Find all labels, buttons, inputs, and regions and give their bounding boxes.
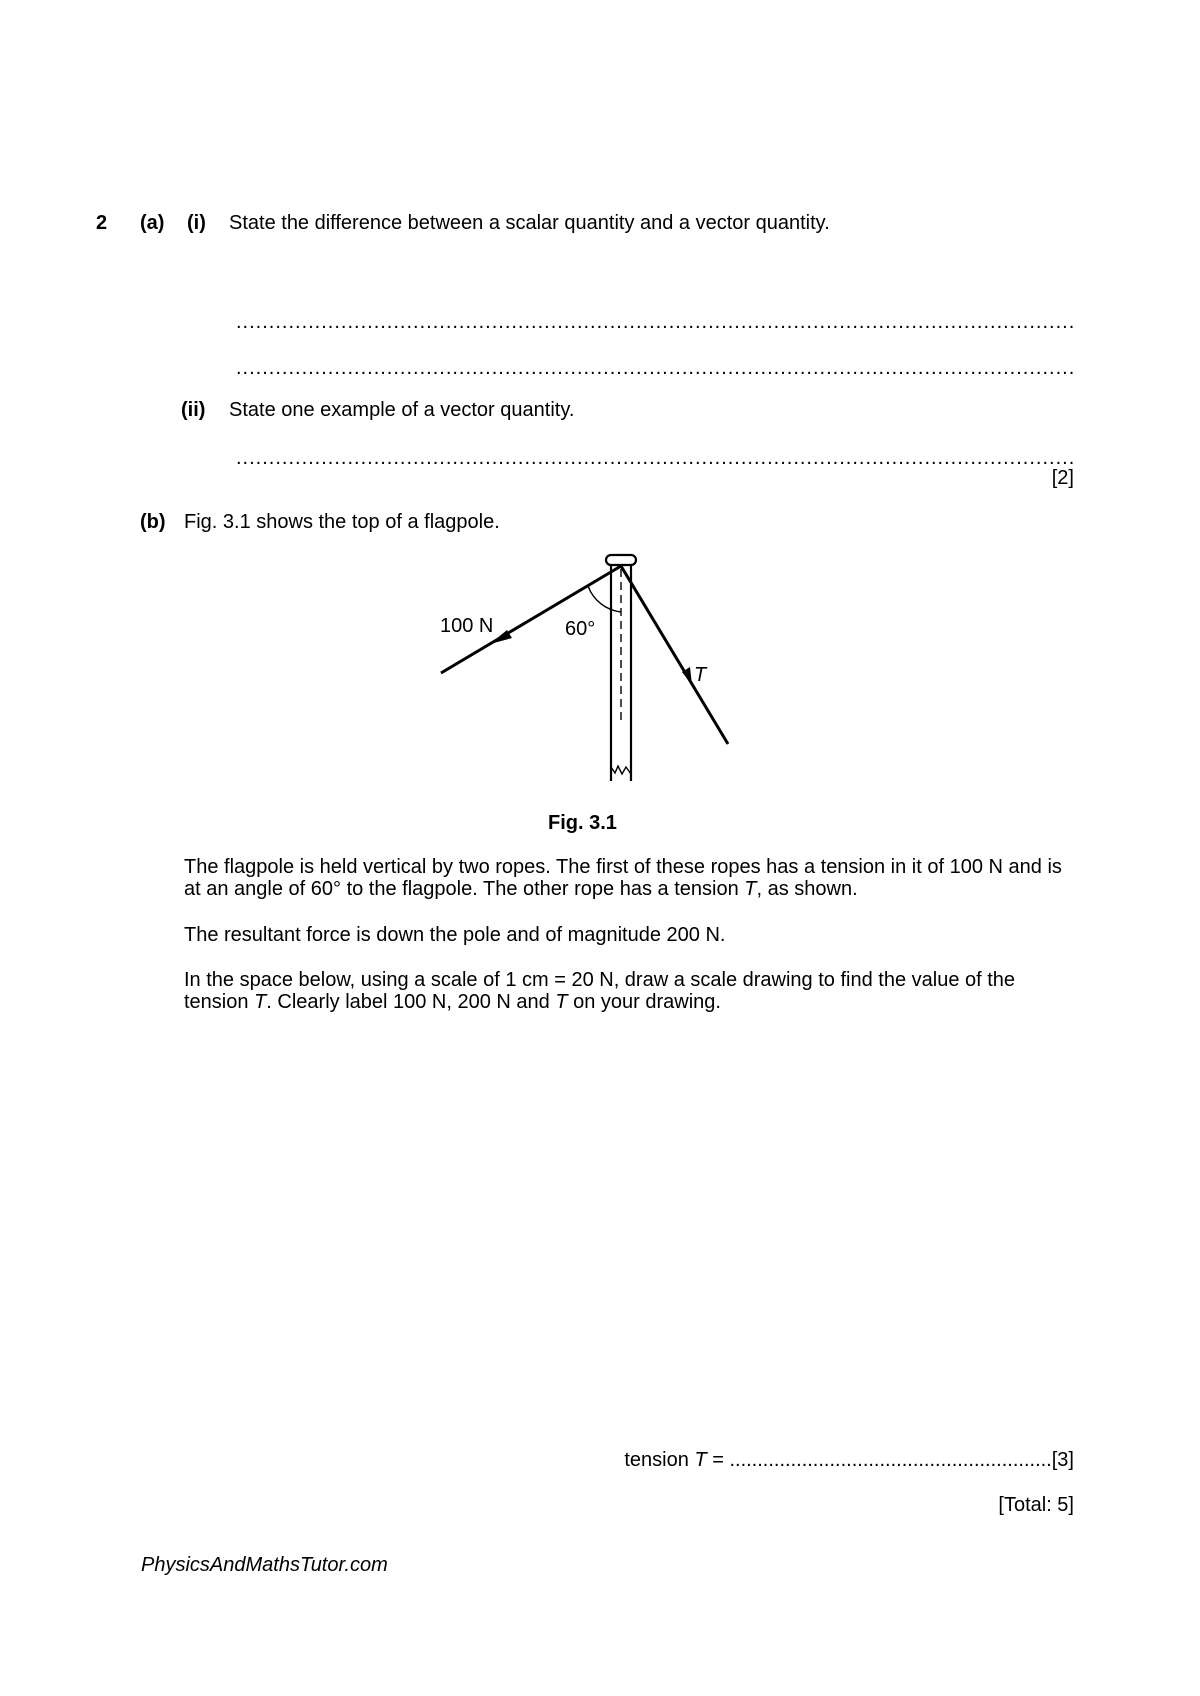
part-a-i-question: State the difference between a scalar quantity and a vector quantity. [229, 212, 830, 234]
pole-cap [606, 555, 636, 565]
part-b-intro: Fig. 3.1 shows the top of a flagpole. [184, 511, 500, 533]
total-marks: [Total: 5] [998, 1494, 1074, 1516]
tension-answer-line[interactable]: tension T = ..........................................................[3] [624, 1449, 1074, 1471]
part-a-i-label: (i) [187, 212, 206, 234]
flagpole-figure [420, 545, 750, 790]
rope-tension-t [621, 566, 728, 744]
part-a-ii-label: (ii) [181, 399, 206, 421]
figure-label-t: T [694, 664, 707, 686]
paragraph-instruction: In the space below, using a scale of 1 cm = 20 N, draw a scale drawing to find the value of the tension T. Clearly label 100 N, 200 N and T on your drawing. [184, 969, 1016, 1013]
paragraph-resultant: The resultant force is down the pole and of magnitude 200 N. [184, 924, 726, 946]
part-a-marks: [2] [1051, 467, 1074, 489]
footer-site: PhysicsAndMathsTutor.com [141, 1554, 388, 1576]
figure-label-angle: 60° [565, 618, 596, 640]
figure-caption: Fig. 3.1 [548, 812, 617, 834]
answer-line-a-ii[interactable] [236, 451, 1074, 465]
answer-line-a-i-2[interactable] [236, 361, 1074, 375]
part-a-ii-question: State one example of a vector quantity. [229, 399, 575, 421]
question-number: 2 [96, 212, 108, 234]
answer-line-a-i-1[interactable] [236, 315, 1074, 329]
part-b-label: (b) [140, 511, 166, 533]
angle-arc [588, 586, 621, 612]
pole-break-mark [611, 766, 631, 774]
part-a-label: (a) [140, 212, 165, 234]
paragraph-ropes: The flagpole is held vertical by two ropes. The first of these ropes has a tension in it of 100 N and is at an angle of 60° to the flagpole. The other rope has a tension T, as shown. [184, 856, 1062, 900]
figure-label-100n: 100 N [440, 615, 494, 637]
drawing-space[interactable] [184, 1030, 1074, 1430]
